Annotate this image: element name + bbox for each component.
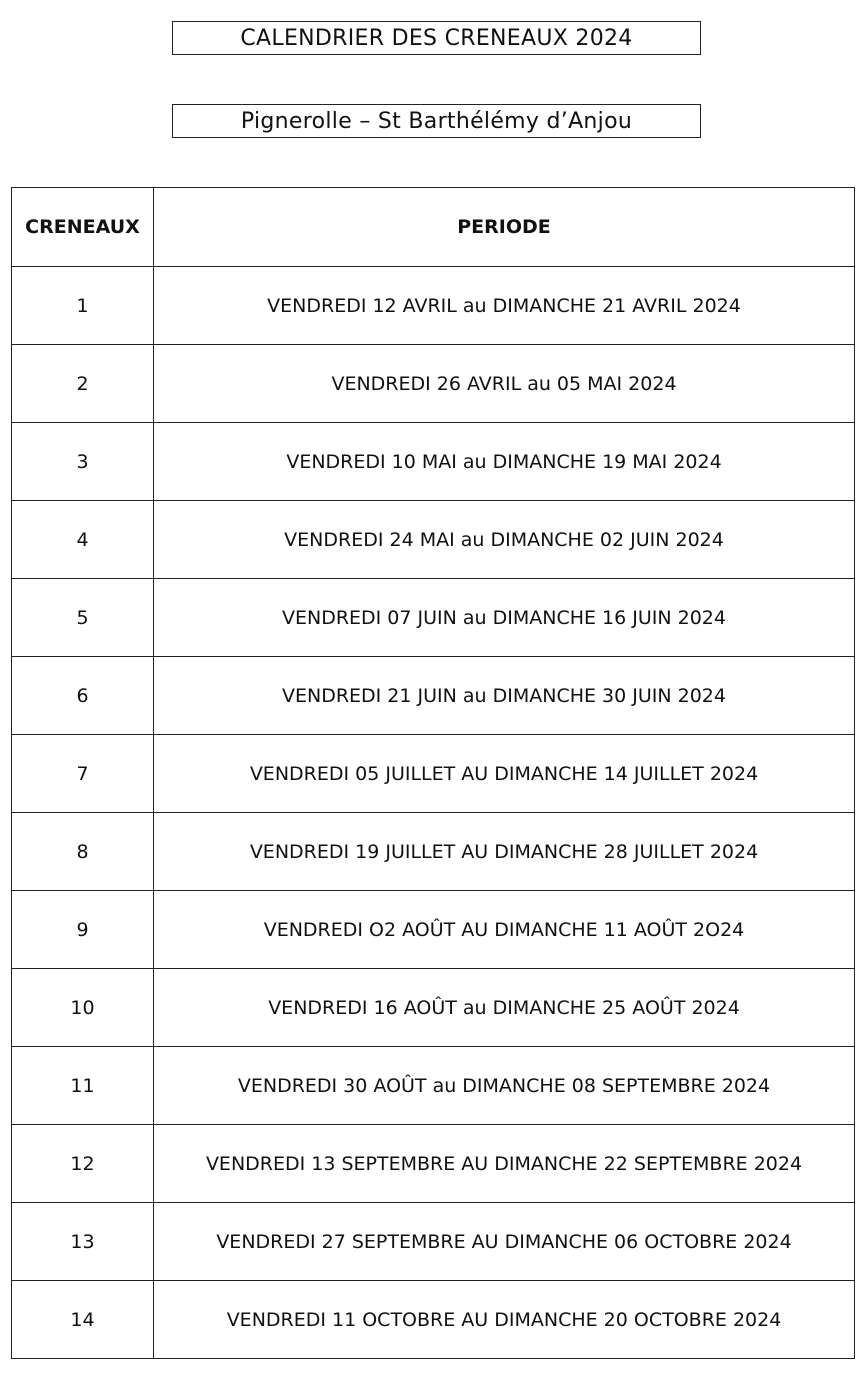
location-subtitle: Pignerolle – St Barthélémy d’Anjou <box>172 104 701 138</box>
slot-period: VENDREDI 10 MAI au DIMANCHE 19 MAI 2024 <box>154 423 855 501</box>
slot-number: 1 <box>12 267 154 345</box>
slot-period: VENDREDI 21 JUIN au DIMANCHE 30 JUIN 2024 <box>154 657 855 735</box>
slot-period: VENDREDI 24 MAI au DIMANCHE 02 JUIN 2024 <box>154 501 855 579</box>
table-row <box>12 735 855 813</box>
slot-period: VENDREDI O2 AOÛT AU DIMANCHE 11 AOÛT 2O24 <box>154 891 855 969</box>
slot-number: 2 <box>12 345 154 423</box>
table-row <box>12 969 855 1047</box>
table-row <box>12 501 855 579</box>
column-header-periode: PERIODE <box>154 188 855 267</box>
table-row <box>12 345 855 423</box>
table-row <box>12 657 855 735</box>
slot-number: 9 <box>12 891 154 969</box>
slot-number: 6 <box>12 657 154 735</box>
slot-number: 10 <box>12 969 154 1047</box>
table-row <box>12 267 855 345</box>
slot-number: 4 <box>12 501 154 579</box>
table-row <box>12 1047 855 1125</box>
table-row <box>12 891 855 969</box>
table-row <box>12 1281 855 1359</box>
slot-number: 8 <box>12 813 154 891</box>
slot-period: VENDREDI 16 AOÛT au DIMANCHE 25 AOÛT 2024 <box>154 969 855 1047</box>
slot-period: VENDREDI 27 SEPTEMBRE AU DIMANCHE 06 OCTOBRE 2024 <box>154 1203 855 1281</box>
slot-number: 3 <box>12 423 154 501</box>
slot-number: 11 <box>12 1047 154 1125</box>
table-row <box>12 1125 855 1203</box>
table-row <box>12 1203 855 1281</box>
slot-period: VENDREDI 11 OCTOBRE AU DIMANCHE 20 OCTOBRE 2024 <box>154 1281 855 1359</box>
slot-number: 14 <box>12 1281 154 1359</box>
slot-number: 13 <box>12 1203 154 1281</box>
slot-number: 7 <box>12 735 154 813</box>
slot-period: VENDREDI 07 JUIN au DIMANCHE 16 JUIN 2024 <box>154 579 855 657</box>
slot-number: 5 <box>12 579 154 657</box>
slot-period: VENDREDI 12 AVRIL au DIMANCHE 21 AVRIL 2024 <box>154 267 855 345</box>
column-header-creneaux: CRENEAUX <box>12 188 154 267</box>
slot-period: VENDREDI 13 SEPTEMBRE AU DIMANCHE 22 SEPTEMBRE 2024 <box>154 1125 855 1203</box>
slot-period: VENDREDI 26 AVRIL au 05 MAI 2024 <box>154 345 855 423</box>
table-header-row <box>12 188 855 267</box>
schedule-table <box>11 187 855 1359</box>
slot-period: VENDREDI 05 JUILLET AU DIMANCHE 14 JUILLET 2024 <box>154 735 855 813</box>
table-row <box>12 813 855 891</box>
slot-number: 12 <box>12 1125 154 1203</box>
table-row <box>12 579 855 657</box>
page-title: CALENDRIER DES CRENEAUX 2024 <box>172 21 701 55</box>
slot-period: VENDREDI 19 JUILLET AU DIMANCHE 28 JUILLET 2024 <box>154 813 855 891</box>
slot-period: VENDREDI 30 AOÛT au DIMANCHE 08 SEPTEMBRE 2024 <box>154 1047 855 1125</box>
table-row <box>12 423 855 501</box>
